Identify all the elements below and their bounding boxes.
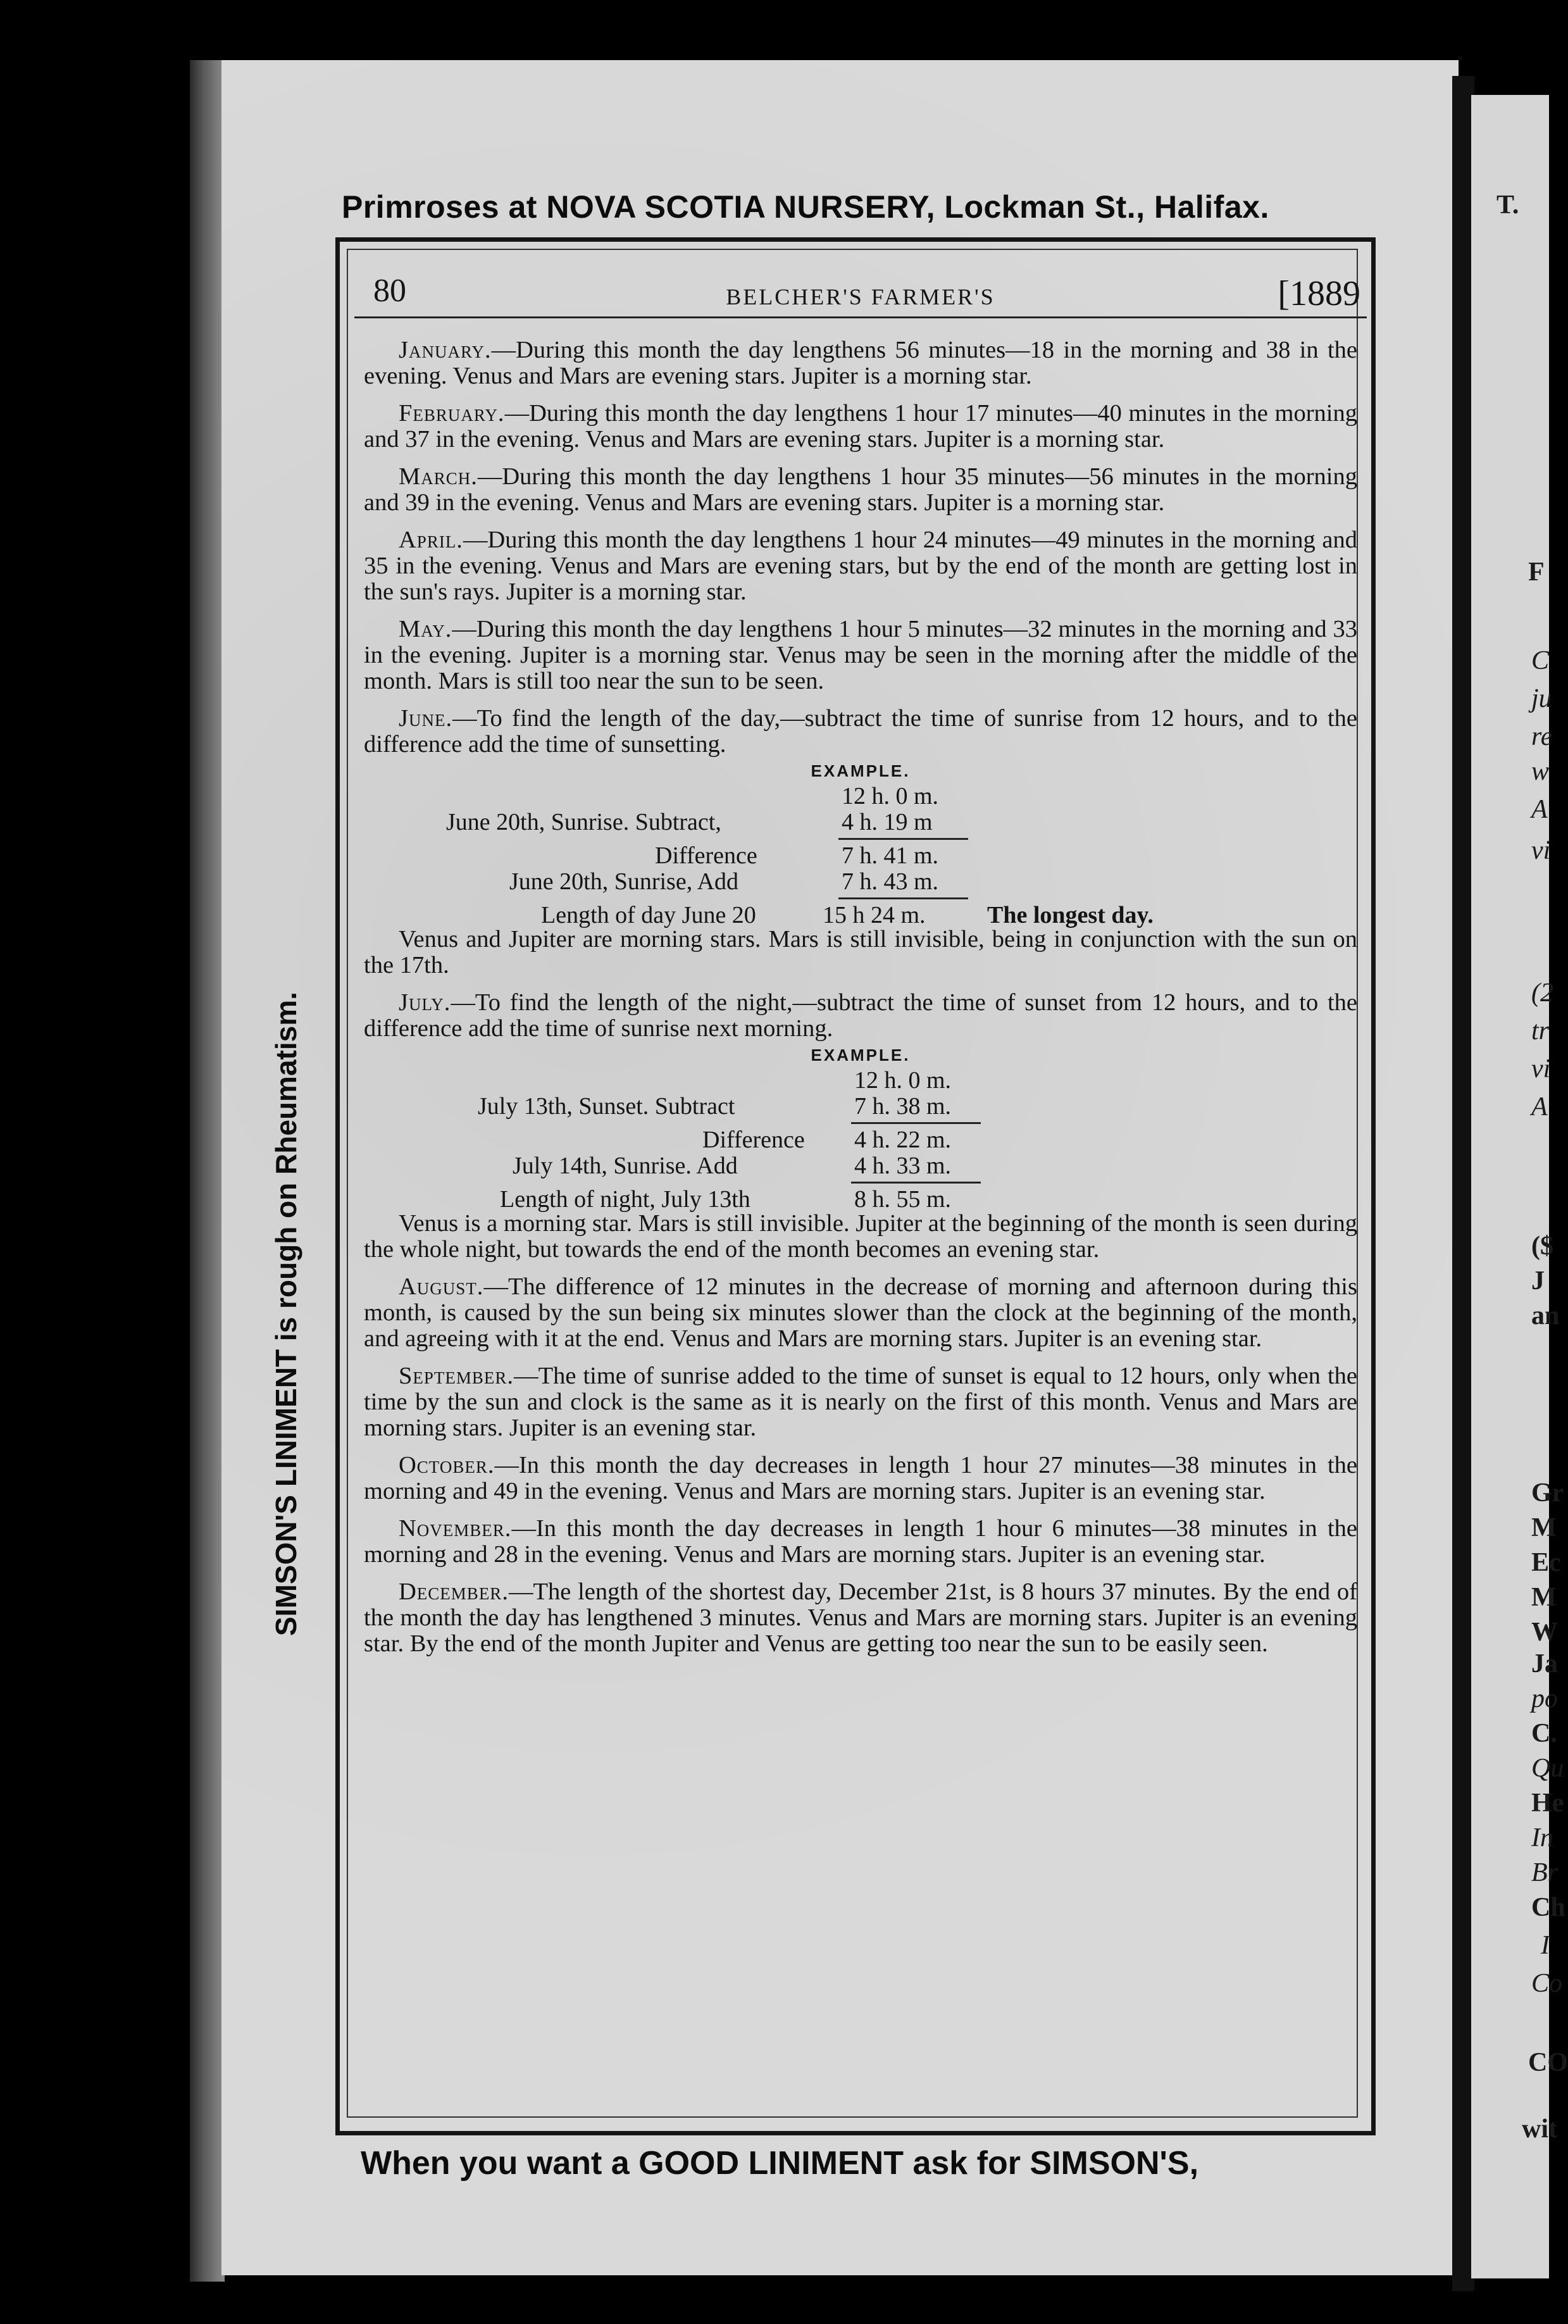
month-paragraph xyxy=(364,464,1357,516)
next-page-fragment: F xyxy=(1528,558,1545,587)
next-page-fragment: J xyxy=(1531,1266,1545,1296)
example-row xyxy=(354,809,1367,835)
next-page-fragment: Co xyxy=(1531,1969,1563,1998)
example-value: 12 h. 0 m. xyxy=(854,1067,952,1094)
month-text: —In this month the day decreases in length 1 hour 6 minutes—38 minutes in the morning and 28 in the evening. Venus and Mars are morning stars. Jupiter is an evening star. xyxy=(364,1515,1357,1568)
example-row xyxy=(354,1094,1367,1120)
example-row xyxy=(354,1068,1367,1094)
example-row xyxy=(354,1127,1367,1153)
example-value: 8 h. 55 m. xyxy=(854,1186,952,1213)
example-value: 4 h. 22 m. xyxy=(854,1127,952,1153)
example-value: 7 h. 41 m. xyxy=(842,842,939,869)
month-text: —During this month the day lengthens 1 hour 17 minutes—40 minutes in the morning and 37 in the evening. Venus and Mars are evening stars. Jupiter is a morning star. xyxy=(364,400,1357,453)
next-page-fragment: T. xyxy=(1496,191,1519,220)
month-paragraph xyxy=(364,1363,1357,1441)
next-page-fragment: vi xyxy=(1531,1054,1551,1084)
month-name: August. xyxy=(399,1273,484,1300)
running-header xyxy=(354,266,1367,318)
next-page-fragment: I xyxy=(1541,1931,1550,1960)
next-page-fragment: Ja xyxy=(1531,1649,1558,1678)
example-heading: EXAMPLE. xyxy=(811,761,911,780)
june-note: Venus and Jupiter are morning stars. Mars is still invisible, being in conjunction with the sun on the 17th. xyxy=(364,926,1357,978)
example-row xyxy=(354,869,1367,895)
example-value: 12 h. 0 m. xyxy=(842,783,939,809)
month-name: November. xyxy=(399,1515,512,1542)
example-label: July 13th, Sunset. Subtract xyxy=(478,1093,735,1120)
month-text: —To find the length of the night,—subtract the time of sunset from 12 hours, and to the difference add the time of sunrise next morning. xyxy=(364,989,1357,1042)
example-value: 7 h. 38 m. xyxy=(854,1093,952,1120)
next-page-fragment: po xyxy=(1531,1684,1558,1713)
next-page-fragment: He xyxy=(1531,1789,1564,1818)
next-page-fragment: w xyxy=(1531,757,1550,786)
month-name: June. xyxy=(399,705,453,732)
month-name: October. xyxy=(399,1452,495,1478)
next-page-fragment: vi xyxy=(1531,836,1551,865)
next-page-fragment: re xyxy=(1531,722,1553,751)
almanac-content xyxy=(354,266,1367,1668)
july-note: Venus is a morning star. Mars is still invisible. Jupiter at the beginning of the month is seen during the whole night, but towards the end of the month becomes an evening star. xyxy=(364,1210,1357,1263)
next-page-fragment: W xyxy=(1531,1618,1558,1647)
month-text: —The length of the shortest day, December 21st, is 8 hours 37 minutes. By the end of the month the day has lengthened 3 minutes. Venus and Mars are morning stars. Jupiter is an evening star. By the end of the month Jupiter and Venus are getting too near the sun to be easily seen. xyxy=(364,1578,1357,1657)
bottom-advertisement: When you want a GOOD LINIMENT ask for SIMSON'S, xyxy=(361,2145,1199,2182)
example-label: June 20th, Sunrise, Add xyxy=(509,868,739,895)
example-value: 7 h. 43 m. xyxy=(842,868,939,895)
next-page-fragment: CO xyxy=(1528,2048,1568,2077)
running-title: BELCHER'S FARMER'S xyxy=(726,284,995,309)
example-value: 4 h. 19 m xyxy=(842,809,933,835)
top-advertisement: Primroses at NOVA SCOTIA NURSERY, Lockman St., Halifax. xyxy=(342,189,1269,225)
example-label: Length of night, July 13th xyxy=(500,1186,750,1213)
example-value: 4 h. 33 m. xyxy=(854,1153,952,1179)
june-example-table xyxy=(354,783,1367,928)
next-page-fragment: In xyxy=(1531,1823,1553,1852)
side-advertisement: SIMSON'S LINIMENT is rough on Rheumatism. xyxy=(270,992,302,1636)
next-page-fragment: Ch xyxy=(1531,1893,1565,1922)
month-paragraph xyxy=(364,706,1357,758)
example-label: June 20th, Sunrise. Subtract, xyxy=(446,809,721,835)
month-name: March. xyxy=(399,463,478,490)
example-row xyxy=(354,903,1367,928)
example-label: Difference xyxy=(655,842,757,869)
example-rule xyxy=(851,1182,981,1184)
next-page-fragment: Qu xyxy=(1531,1754,1564,1783)
example-heading: EXAMPLE. xyxy=(811,1046,911,1065)
month-text: —The difference of 12 minutes in the decrease of morning and afternoon during this month, is caused by the sun being six minutes slower than the clock at the beginning of the month, and agreeing with it at the end. Venus and Mars are morning stars. Jupiter is an evening star. xyxy=(364,1273,1357,1352)
month-name: January. xyxy=(399,337,492,363)
example-label: Difference xyxy=(702,1127,805,1153)
month-paragraph xyxy=(364,616,1357,694)
month-paragraph xyxy=(364,1452,1357,1504)
month-paragraph xyxy=(364,527,1357,605)
next-page-fragment: Ec xyxy=(1531,1548,1561,1577)
month-text: —The time of sunrise added to the time of sunset is equal to 12 hours, only when the time by the sun and clock is the same as it is nearly on the first of this month. Venus and Mars are morning stars. Jupiter is an evening star. xyxy=(364,1363,1357,1441)
month-name: September. xyxy=(399,1363,514,1389)
page-number: 80 xyxy=(373,273,406,309)
next-page-fragment: C. xyxy=(1531,1719,1557,1748)
next-page-fragment: wit xyxy=(1522,2115,1557,2144)
month-text: —During this month the day lengthens 1 hour 5 minutes—32 minutes in the morning and 33 in the evening. Jupiter is a morning star. Venus may be seen in the morning after the middle of the month. Mars is still too near the sun to be seen. xyxy=(364,616,1357,694)
example-note: The longest day. xyxy=(987,902,1154,928)
example-row xyxy=(354,1153,1367,1179)
next-page-fragment: (2 xyxy=(1531,978,1553,1008)
next-page-fragment: M xyxy=(1531,1583,1557,1612)
example-label: July 14th, Sunrise. Add xyxy=(513,1153,738,1179)
example-row xyxy=(354,1187,1367,1213)
month-text: —To find the length of the day,—subtract the time of sunrise from 12 hours, and to the difference add the time of sunsetting. xyxy=(364,705,1357,758)
month-name: February. xyxy=(399,400,505,427)
month-text: —In this month the day decreases in length 1 hour 27 minutes—38 minutes in the morning and 49 in the evening. Venus and Mars are morning stars. Jupiter is an evening star. xyxy=(364,1452,1357,1504)
year-label: [1889 xyxy=(1278,274,1360,313)
month-paragraph xyxy=(364,401,1357,453)
month-text: —During this month the day lengthens 56 minutes—18 in the morning and 38 in the evening. Venus and Mars are evening stars. Jupiter is a morning star. xyxy=(364,337,1357,389)
next-page-fragment: Gr xyxy=(1531,1478,1564,1508)
adjacent-page-fragment xyxy=(1471,95,1568,2278)
month-paragraph xyxy=(364,337,1357,389)
month-name: May. xyxy=(399,616,452,642)
month-text: —During this month the day lengthens 1 hour 35 minutes—56 minutes in the morning and 39 in the evening. Venus and Mars are evening stars. Jupiter is a morning star. xyxy=(364,463,1357,516)
next-page-fragment: Br xyxy=(1531,1858,1558,1887)
month-paragraph xyxy=(364,1579,1357,1657)
example-rule xyxy=(838,838,968,840)
month-text: —During this month the day lengthens 1 hour 24 minutes—49 minutes in the morning and 35 in the evening. Venus and Mars are evening stars, but by the end of the month are getting lost in the sun's rays. Jupiter is a morning star. xyxy=(364,527,1357,605)
next-page-fragment: M xyxy=(1531,1513,1557,1542)
example-row xyxy=(354,843,1367,869)
month-paragraph xyxy=(364,990,1357,1042)
month-name: April. xyxy=(399,527,463,553)
next-page-fragment: A xyxy=(1531,795,1548,824)
example-rule xyxy=(838,897,968,899)
example-row xyxy=(354,784,1367,809)
next-page-fragment: A xyxy=(1531,1092,1548,1121)
scan-binding-edge xyxy=(190,60,225,2282)
example-label: Length of day June 20 xyxy=(541,902,756,928)
month-paragraph xyxy=(364,1274,1357,1352)
month-paragraph xyxy=(364,1516,1357,1568)
next-page-fragment: an xyxy=(1531,1301,1560,1330)
month-name: July. xyxy=(399,989,451,1016)
next-page-fragment: C xyxy=(1531,646,1550,675)
next-page-fragment: tr xyxy=(1531,1016,1550,1046)
next-page-fragment: ju xyxy=(1531,684,1552,713)
month-name: December. xyxy=(399,1578,509,1605)
example-value: 15 h 24 m. xyxy=(823,902,926,928)
july-example-table xyxy=(354,1067,1367,1213)
example-rule xyxy=(851,1122,981,1124)
next-page-fragment: ($ xyxy=(1531,1232,1553,1261)
